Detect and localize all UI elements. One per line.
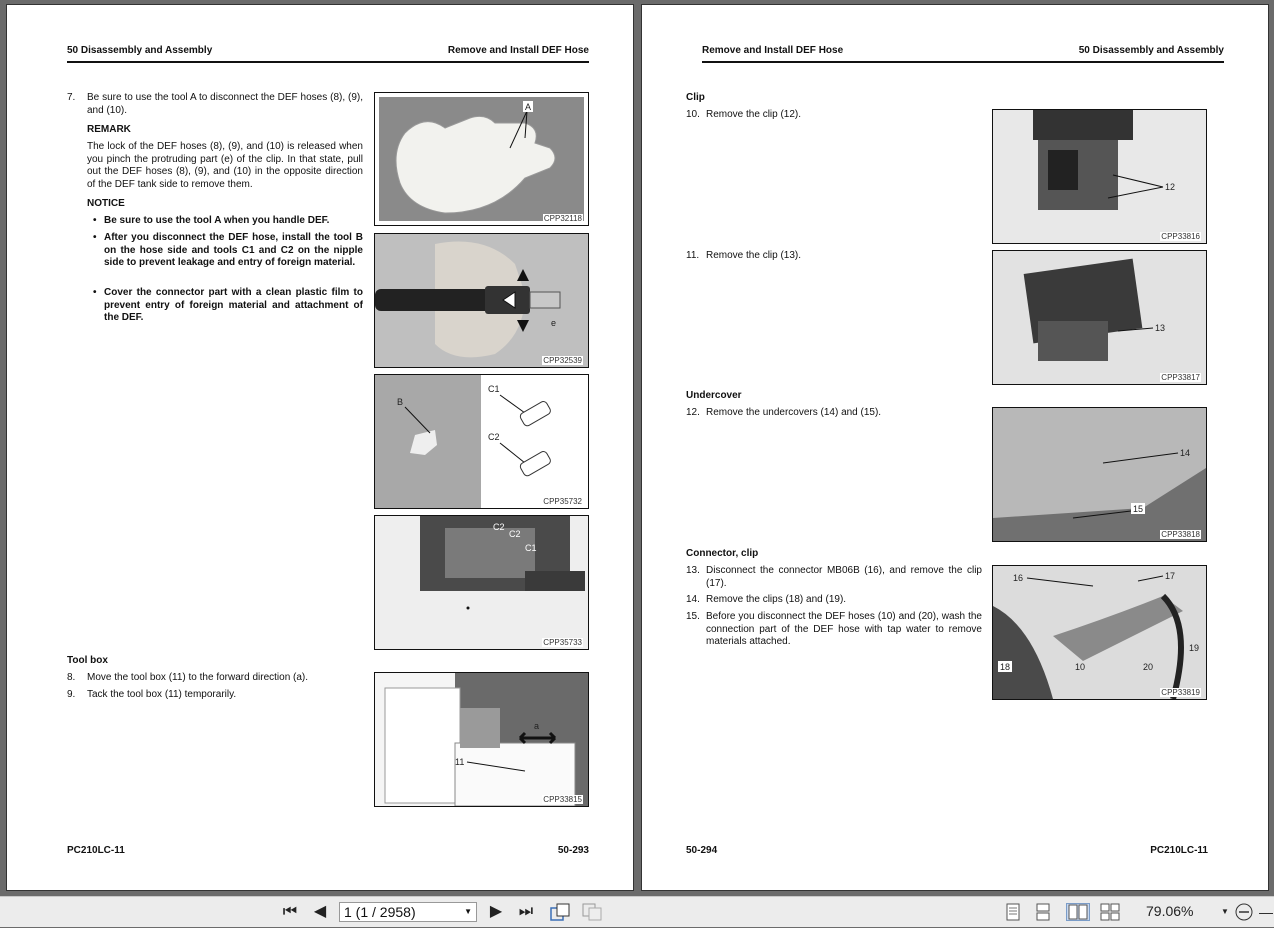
label-b: B [397, 397, 404, 407]
section-clip: Clip [686, 92, 705, 103]
connector-illustration [993, 566, 1206, 699]
facing-icon[interactable] [1066, 903, 1090, 921]
tools-illustration [375, 375, 588, 508]
section-undercover: Undercover [686, 390, 742, 401]
figure-caption: CPP33815 [543, 795, 582, 804]
step-number: 10. [686, 109, 700, 120]
step-text: Move the tool box (11) to the forward direction (a). [87, 672, 309, 683]
remark-text: The lock of the DEF hoses (8), (9), and (10) is released when you pinch the protruding part (e) of the clip. In that state, pull out the DEF hoses (8), (9), and (10) in the opposite direction of the DEF tank side to remove them. [87, 141, 363, 190]
first-page-icon[interactable]: ⏮ [282, 903, 298, 920]
label-11: 11 [455, 757, 465, 767]
label-c1: C1 [488, 384, 500, 394]
footer-right: PC210LC-11 [1150, 845, 1208, 856]
page-header [67, 45, 589, 63]
label-10: 10 [1075, 662, 1086, 672]
next-page-icon[interactable]: ▶ [489, 903, 503, 920]
zoom-slider[interactable]: — [1259, 904, 1273, 920]
label-14: 14 [1180, 448, 1191, 458]
figure-glove [374, 92, 589, 226]
label-19: 19 [1189, 643, 1200, 653]
zoom-out-icon[interactable] [1234, 902, 1254, 922]
zoom-level[interactable]: 79.06% [1146, 903, 1194, 919]
label-e: e [551, 318, 557, 328]
step-text: Remove the undercovers (14) and (15). [706, 407, 882, 418]
section-connector-clip: Connector, clip [686, 548, 759, 559]
undercover-illustration [993, 408, 1206, 541]
figure-hose-clip [374, 233, 589, 368]
figure-clip-13 [992, 250, 1207, 385]
notice-item: • Cover the connector part with a clean plastic film to prevent entry of foreign material and attachment of the DEF. [104, 287, 363, 325]
figure-caption: CPP33818 [1161, 530, 1200, 539]
zoom-dropdown-icon[interactable]: ▼ [1221, 907, 1229, 916]
step-number: 7. [67, 92, 76, 103]
hose-clip-illustration [375, 234, 588, 367]
step-text: Before you disconnect the DEF hoses (10) and (20), wash the connection part of the DEF hose with tap water to remove materials attached. [706, 611, 982, 647]
section-tool-box: Tool box [67, 655, 108, 666]
label-15: 15 [1133, 504, 1144, 514]
glove-illustration [375, 93, 588, 225]
left-page [6, 4, 634, 891]
header-right: Remove and Install DEF Hose [447, 45, 589, 56]
label-c2: C2 [493, 522, 505, 532]
label-20: 20 [1143, 662, 1154, 672]
figure-tools [374, 374, 589, 509]
step-text: Disconnect the connector MB06B (16), and remove the clip (17). [706, 565, 982, 589]
right-page [641, 4, 1269, 891]
step-number: 13. [686, 565, 700, 576]
step-text: Remove the clips (18) and (19). [706, 594, 847, 605]
label-c2: C2 [509, 529, 521, 539]
step-number: 15. [686, 611, 700, 622]
figure-caption: CPP33819 [1161, 688, 1200, 697]
step-number: 11. [686, 250, 700, 261]
footer-left: PC210LC-11 [67, 845, 125, 856]
continuous-facing-icon[interactable] [1100, 903, 1120, 921]
step-number: 12. [686, 407, 700, 418]
page-header [702, 45, 1224, 63]
step-number: 9. [67, 689, 76, 700]
step-number: 8. [67, 672, 76, 683]
figure-caption: CPP33816 [1161, 232, 1200, 241]
label-18: 18 [1000, 662, 1011, 672]
label-17: 17 [1165, 571, 1176, 581]
prev-page-icon[interactable]: ◀ [313, 903, 327, 920]
notice-item: • After you disconnect the DEF hose, install the tool B on the hose side and tools C1 and C2 on the nipple side to prevent leakage and entry of foreign material. [104, 232, 363, 270]
continuous-icon[interactable] [1035, 903, 1051, 921]
clip-12-illustration [993, 110, 1206, 243]
notice-title: NOTICE [87, 198, 125, 209]
figure-tool-box [374, 672, 589, 807]
page-number: 50-294 [686, 845, 718, 856]
figure-installed-caps [374, 515, 589, 650]
label-a: a [534, 721, 540, 731]
label-c2: C2 [488, 432, 500, 442]
chevron-down-icon: ▼ [464, 907, 472, 916]
figure-undercover [992, 407, 1207, 542]
label-13: 13 [1155, 323, 1166, 333]
header-right: 50 Disassembly and Assembly [1078, 45, 1224, 56]
step-text: Remove the clip (12). [706, 109, 802, 120]
figure-caption: CPP33817 [1161, 373, 1200, 382]
page-number: 50-293 [557, 845, 589, 856]
tool-box-illustration [375, 673, 588, 806]
header-left: 50 Disassembly and Assembly [67, 45, 213, 56]
remark-title: REMARK [87, 124, 131, 135]
figure-caption: CPP35732 [543, 497, 582, 506]
single-page-icon[interactable] [1005, 903, 1021, 921]
next-view-icon[interactable] [580, 902, 604, 922]
page-number-select[interactable] [339, 902, 477, 922]
figure-caption: CPP35733 [543, 638, 582, 647]
clip-13-illustration [993, 251, 1206, 384]
figure-clip-12 [992, 109, 1207, 244]
label-16: 16 [1013, 573, 1024, 583]
installed-caps-illustration [375, 516, 588, 649]
previous-view-icon[interactable] [548, 902, 572, 922]
figure-connector [992, 565, 1207, 700]
label-c1: C1 [525, 543, 537, 553]
notice-item: • Be sure to use the tool A when you handle DEF. [104, 215, 363, 228]
figure-caption: CPP32118 [543, 214, 582, 223]
page-indicator: 1 (1 / 2958) [344, 904, 416, 920]
step-number: 14. [686, 594, 700, 605]
step-text: Be sure to use the tool A to disconnect the DEF hoses (8), (9), and (10). [87, 92, 363, 116]
step-text: Remove the clip (13). [706, 250, 802, 261]
step-text: Tack the tool box (11) temporarily. [87, 689, 237, 700]
label-a: A [525, 102, 532, 112]
header-left: Remove and Install DEF Hose [702, 45, 844, 56]
last-page-icon[interactable]: ⏭ [518, 903, 534, 920]
figure-caption: CPP32539 [543, 356, 582, 365]
navigation-toolbar [0, 896, 1274, 927]
label-12: 12 [1165, 182, 1176, 192]
